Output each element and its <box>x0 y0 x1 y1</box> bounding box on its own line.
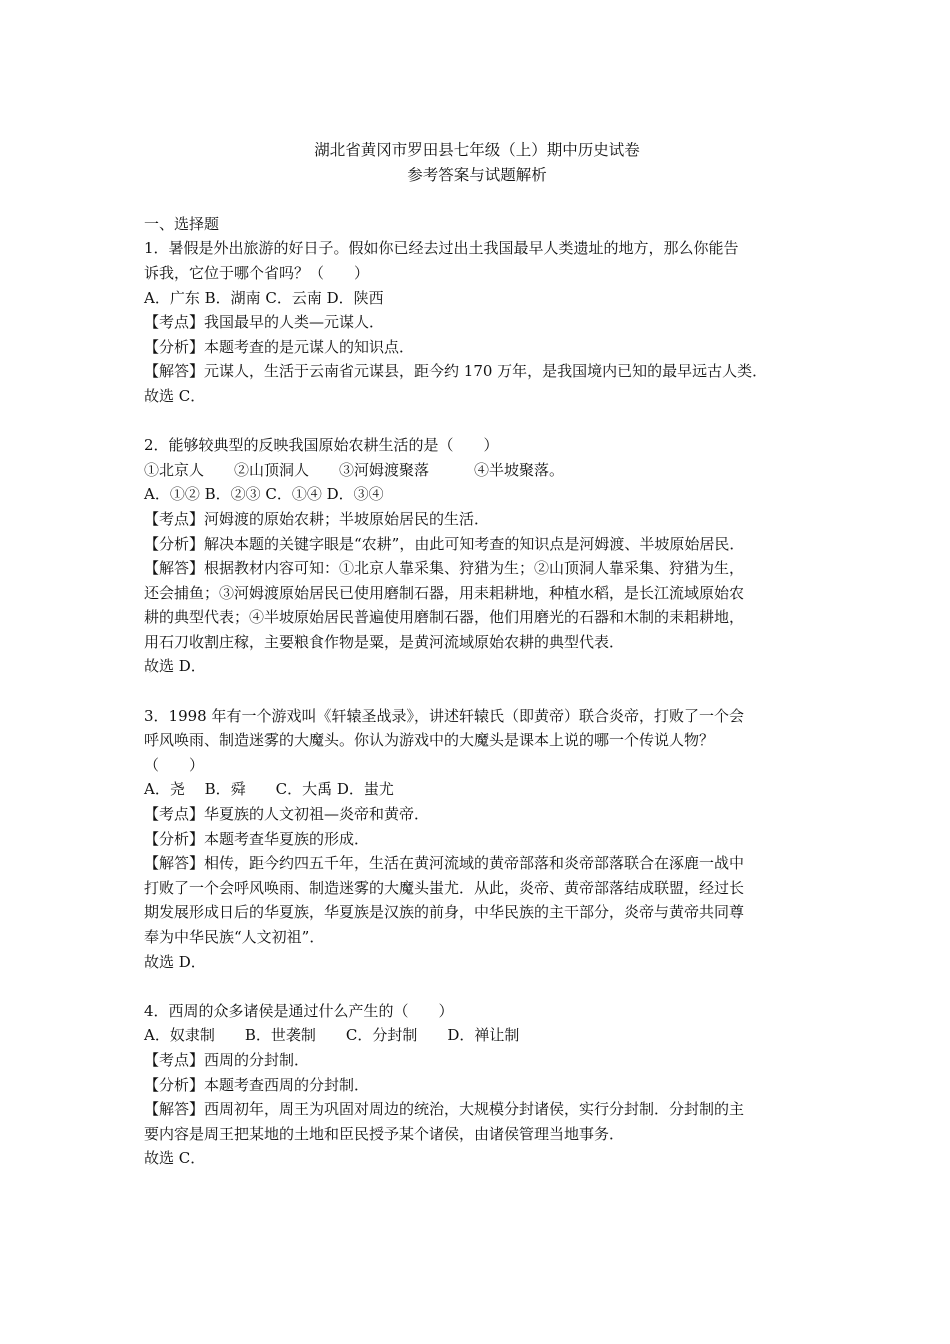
blank-line <box>144 974 810 999</box>
question-4-jieda-line-2: 要内容是周王把某地的土地和臣民授予某个诸侯，由诸侯管理当地事务． <box>144 1124 625 1143</box>
question-4-options: A．奴隶制 B．世袭制 C．分封制 D．禅让制 <box>144 1026 520 1045</box>
question-1-answer: 故选 C． <box>144 386 206 405</box>
document-page <box>144 138 810 1171</box>
question-2-jieda-line-1: 【解答】根据教材内容可知：①北京人靠采集、狩猎为生；②山顶洞人靠采集、狩猎为生， <box>144 559 745 578</box>
question-3-line-2: 呼风唤雨、制造迷雾的大魔头。你认为游戏中的大魔头是课本上说的哪一个传说人物？ <box>144 731 715 750</box>
document-subtitle: 参考答案与试题解析 <box>407 165 547 184</box>
question-2-items: ①北京人 ②山顶洞人 ③河姆渡聚落 ④半坡聚落。 <box>144 460 565 479</box>
blank-line <box>144 187 810 212</box>
question-4-jieda-line-1: 【解答】西周初年，周王为巩固对周边的统治，大规模分封诸侯，实行分封制．分封制的主 <box>144 1100 745 1119</box>
question-2-kaodian: 【考点】河姆渡的原始农耕；半坡原始居民的生活． <box>144 509 490 528</box>
question-3-options: A．尧 B．舜 C．大禹 D．蚩尤 <box>144 780 394 799</box>
question-2-line-1: 2．能够较典型的反映我国原始农耕生活的是（ ） <box>144 436 499 455</box>
question-3-jieda-line-2: 打败了一个会呼风唤雨、制造迷雾的大魔头蚩尤．从此，炎帝、黄帝部落结成联盟，经过长 <box>144 878 745 897</box>
question-4-line-1: 4．西周的众多诸侯是通过什么产生的（ ） <box>144 1001 454 1020</box>
question-3-kaodian: 【考点】华夏族的人文初祖—炎帝和黄帝． <box>144 805 430 824</box>
question-4-answer: 故选 C． <box>144 1149 206 1168</box>
question-3 <box>144 704 810 975</box>
question-2 <box>144 433 810 679</box>
question-1-line-2: 诉我，它位于哪个省吗？（ ） <box>144 263 370 282</box>
question-1-fenxi: 【分析】本题考查的是元谋人的知识点． <box>144 337 415 356</box>
question-4 <box>144 999 810 1171</box>
question-4-fenxi: 【分析】本题考查西周的分封制． <box>144 1075 370 1094</box>
question-1 <box>144 236 810 408</box>
question-3-fenxi: 【分析】本题考查华夏族的形成． <box>144 829 370 848</box>
question-3-jieda-line-4: 奉为中华民族“人文初祖”． <box>144 928 325 946</box>
question-3-answer: 故选 D． <box>144 952 206 971</box>
question-2-fenxi: 【分析】解决本题的关键字眼是“农耕”，由此可知考查的知识点是河姆渡、半坡原始居民． <box>144 534 745 553</box>
question-3-line-1: 3．1998 年有一个游戏叫《轩辕圣战录》，讲述轩辕氏（即黄帝）联合炎帝，打败了一个会 <box>144 706 744 725</box>
question-2-jieda-line-4: 用石刀收割庄稼，主要粮食作物是粟，是黄河流域原始农耕的典型代表． <box>144 632 625 651</box>
document-header <box>144 138 810 187</box>
question-1-kaodian: 【考点】我国最早的人类—元谋人． <box>144 313 385 332</box>
blank-line <box>144 679 810 704</box>
question-2-answer: 故选 D． <box>144 657 206 676</box>
blank-line <box>144 409 810 434</box>
question-3-line-3: （ ） <box>144 755 205 774</box>
section-heading: 一、选择题 <box>144 214 220 233</box>
question-3-jieda-line-3: 期发展形成日后的华夏族，华夏族是汉族的前身，中华民族的主干部分，炎帝与黄帝共同尊 <box>144 903 745 922</box>
question-2-options: A．①② B．②③ C．①④ D．③④ <box>144 485 384 504</box>
question-1-options: A．广东 B．湖南 C．云南 D．陕西 <box>144 288 384 307</box>
question-3-jieda-line-1: 【解答】相传，距今约四五千年，生活在黄河流域的黄帝部落和炎帝部落联合在涿鹿一战中 <box>144 854 745 873</box>
question-1-line-1: 1．暑假是外出旅游的好日子。假如你已经去过出土我国最早人类遗址的地方，那么你能告 <box>144 239 739 258</box>
document-title: 湖北省黄冈市罗田县七年级（上）期中历史试卷 <box>314 141 640 159</box>
question-4-kaodian: 【考点】西周的分封制． <box>144 1050 310 1069</box>
question-1-jieda: 【解答】元谋人，生活于云南省元谋县，距今约 170 万年，是我国境内已知的最早远古人类． <box>144 362 768 381</box>
question-2-jieda-line-3: 耕的典型代表；④半坡原始居民普遍使用磨制石器，他们用磨光的石器和木制的耒耜耕地， <box>144 608 745 627</box>
question-2-jieda-line-2: 还会捕鱼；③河姆渡原始居民已使用磨制石器，用耒耜耕地，种植水稻，是长江流域原始农 <box>144 583 745 602</box>
